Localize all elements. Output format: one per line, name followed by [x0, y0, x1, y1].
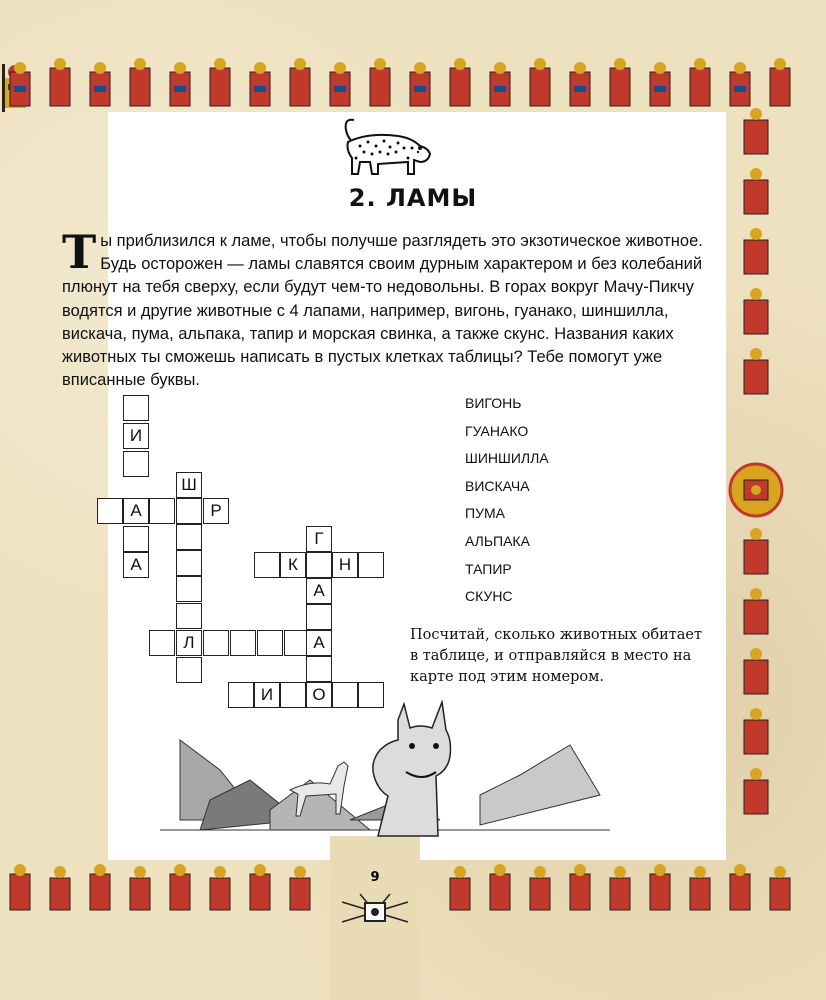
crossword-cell[interactable] [306, 604, 332, 630]
crossword-cell[interactable]: И [123, 423, 149, 449]
crossword-cell[interactable]: Л [176, 630, 202, 656]
animal-name: ВИСКАЧА [465, 477, 530, 494]
crossword-cell[interactable] [254, 552, 280, 578]
sun-emblem-icon [340, 892, 410, 932]
crossword-cell[interactable]: К [280, 552, 306, 578]
animal-name: АЛЬПАКА [465, 532, 530, 549]
instruction-note: Посчитай, сколько животных обитает в таблице, и отправляйся в место на карте под этим номером. [410, 627, 703, 685]
crossword-cell[interactable]: А [306, 630, 332, 656]
crossword-cell[interactable]: Г [306, 526, 332, 552]
crossword-cell[interactable] [123, 526, 149, 552]
crossword-cell[interactable] [306, 552, 332, 578]
animal-name: ПУМА [465, 505, 505, 522]
decorative-border-right [726, 100, 788, 860]
crossword-cell[interactable] [176, 603, 202, 629]
animal-name: ВИГОНЬ [465, 395, 522, 411]
animal-name: ШИНШИЛЛА [465, 450, 549, 467]
crossword-cell[interactable] [176, 524, 202, 550]
intro-paragraph [62, 225, 722, 392]
animal-name: СКУНС [465, 588, 513, 605]
decorative-border-top [0, 58, 826, 116]
crossword-cell[interactable] [176, 550, 202, 576]
intro-text: ы приблизился к ламе, чтобы получше разглядеть это экзотическое животное. Будь осторожен — ламы славятся своим дурным характером и без колебаний плюнут на тебя сверху, если будут чем-то недовольны. В горах вокруг Мачу-Пикчу водятся и другие животные с 4 лапами, например, вигонь, гуанако, шиншилла, вискача, пума, альпака, тапир и морская свинка, а также скунс. Названия каких животных ты сможешь написать в пустых клетках таблицы? Тебе помогут уже вписанные буквы. [62, 232, 703, 390]
crossword-cell[interactable]: И [254, 682, 280, 708]
crossword-cell[interactable] [97, 498, 123, 524]
page-title: 2. ЛАМЫ [348, 184, 478, 212]
crossword-cell[interactable]: А [123, 552, 149, 578]
crossword-cell[interactable]: А [306, 578, 332, 604]
crossword-cell[interactable]: Ш [176, 472, 202, 498]
drop-cap: Т [62, 225, 97, 279]
animal-name: ТАПИР [465, 560, 512, 577]
crossword-cell[interactable] [149, 630, 175, 656]
crossword-cell[interactable]: А [123, 498, 149, 524]
crossword-cell[interactable] [123, 395, 149, 421]
crossword-cell[interactable] [358, 552, 384, 578]
crossword-cell[interactable] [203, 630, 229, 656]
crossword-cell[interactable]: Р [203, 498, 229, 524]
crossword-cell[interactable] [149, 498, 175, 524]
llama-mountains-illustration [150, 700, 620, 840]
crossword-cell[interactable] [257, 630, 283, 656]
crossword-cell[interactable] [176, 498, 202, 524]
crossword-cell[interactable] [176, 657, 202, 683]
crossword-cell[interactable]: Н [332, 552, 358, 578]
crossword-cell[interactable] [230, 630, 256, 656]
crossword-cell[interactable] [176, 576, 202, 602]
crossword-cell[interactable]: О [306, 682, 332, 708]
animal-list [465, 392, 549, 613]
page-number: 9 [370, 870, 380, 885]
crossword-cell[interactable] [306, 656, 332, 682]
animal-name: ГУАНАКО [465, 422, 529, 439]
crossword-cell[interactable] [123, 451, 149, 477]
jaguar-illustration [328, 114, 438, 180]
